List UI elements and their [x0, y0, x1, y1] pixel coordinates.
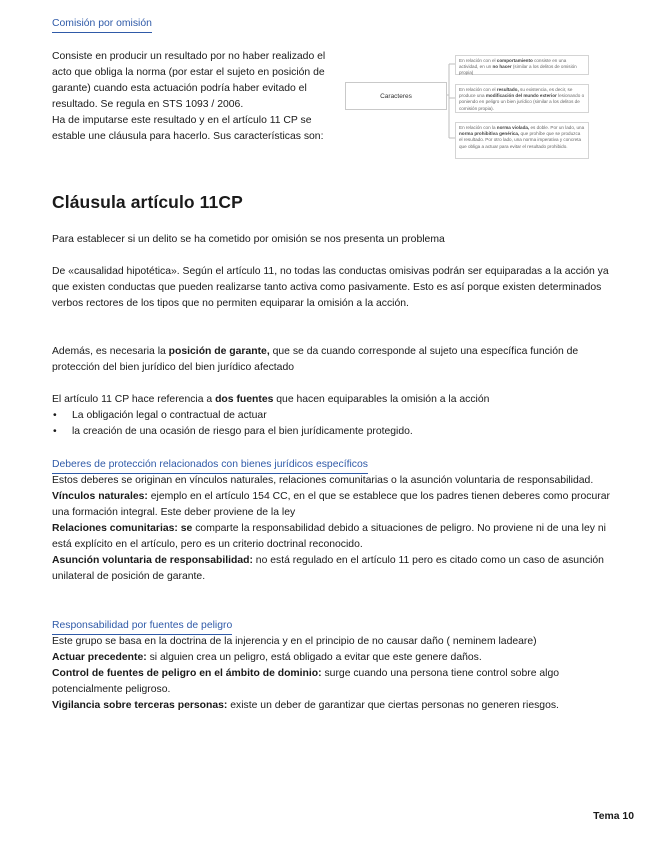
heading-deberes-proteccion[interactable]: Deberes de protección relacionados con bienes jurídicos específicos — [52, 457, 368, 474]
diagram-box-norma-violada: En relación con la norma violada, es doble. Por un lado, una norma prohibitiva genérica, que prohíbe que se produzca el resultado. Por otro lado, una norma imperativa y concreta que obliga a actuar para evitar el resultado prohibido. — [455, 122, 589, 159]
section2-content: Estos deberes se originan en vínculos naturales, relaciones comunitarias o la asunción voluntaria de responsabilidad. Vínculos naturales: ejemplo en el artículo 154 CC, en el que se establece que los padres tienen deberes como procurar una formación integral. Este deber proviene de la ley Relaciones comunitarias: se comparte la responsabilidad debido a situaciones de peligro. No proviene ni de una ley ni está explícito en el artículo, pero es un criterio doctrinal reconocido. Asunción voluntaria de responsabilidad: no está regulado en el artículo 11 pero es citado como un caso de asunción unilateral de posición de garante. — [52, 475, 610, 582]
paragraph-causalidad: De «causalidad hipotética». Según el artículo 11, no todas las conductas omisivas podrán ser equiparadas a la acción ya que existen conductas que pueden realizarse tanto activa como pasivamente. Esto es así porque existen determinados verbos rectores de los tipos que no permiten equiparar la omisión a la acción. — [52, 266, 609, 309]
section3-content: Este grupo se basa en la doctrina de la injerencia y en el principio de no causar daño ( neminem ladeare) Actuar precedente: si alguien crea un peligro, está obligado a evitar que este genere daños. Control de fuentes de peligro en el ámbito de dominio: surge cuando una persona tiene control sobre algo potencialmente peligroso. Vigilancia sobre terceras personas: existe un deber de garantizar que ciertas personas no generen riesgos. — [52, 636, 560, 711]
list-item: • la creación de una ocasión de riesgo para el bien jurídicamente protegido. — [52, 424, 612, 440]
page-footer-tema: Tema 10 — [593, 811, 634, 822]
paragraph-posicion-garante: Además, es necesaria la posición de garante, que se da cuando corresponde al sujeto una específica función de protección del bien jurídico del bien jurídico afectado — [52, 346, 579, 373]
diagram-box-resultado: En relación con el resultado, su existencia, es decir, se produce una modificación del mundo exterior lesionando o poniendo en peligro un bien jurídico (similar a los delitos de comisión propia). — [455, 84, 589, 113]
heading-fuentes-peligro[interactable]: Responsabilidad por fuentes de peligro — [52, 618, 232, 635]
section-title-clausula: Cláusula artículo 11CP — [52, 192, 243, 212]
fuentes-list — [52, 408, 612, 440]
paragraph-problema: Para establecer si un delito se ha cometido por omisión se nos presenta un problema — [52, 234, 445, 245]
diagram-center-box: Caracteres — [345, 82, 447, 110]
paragraph-dos-fuentes: El artículo 11 CP hace referencia a dos fuentes que hacen equiparables la omisión a la acción — [52, 394, 490, 405]
list-item: • La obligación legal o contractual de actuar — [52, 408, 612, 424]
heading-comision-por-omision[interactable]: Comisión por omisión — [52, 16, 152, 33]
intro-text: Consiste en producir un resultado por no haber realizado el acto que obliga la norma (por estar el sujeto en posición de garante) cuando esta actuación podría haber evitado el resultado. Se regula en STS 1093 / 2006. — [52, 51, 326, 110]
intro-paragraph — [52, 49, 330, 145]
diagram-box-comportamiento: En relación con el comportamiento consiste en una actividad, en un no hacer (similar a los delitos de omisión propia) — [455, 55, 589, 75]
intro-text-2: Ha de imputarse este resultado y en el artículo 11 CP se estable une cláusula para hacerlo. Sus características son: — [52, 115, 324, 142]
caracteres-diagram — [343, 52, 591, 164]
